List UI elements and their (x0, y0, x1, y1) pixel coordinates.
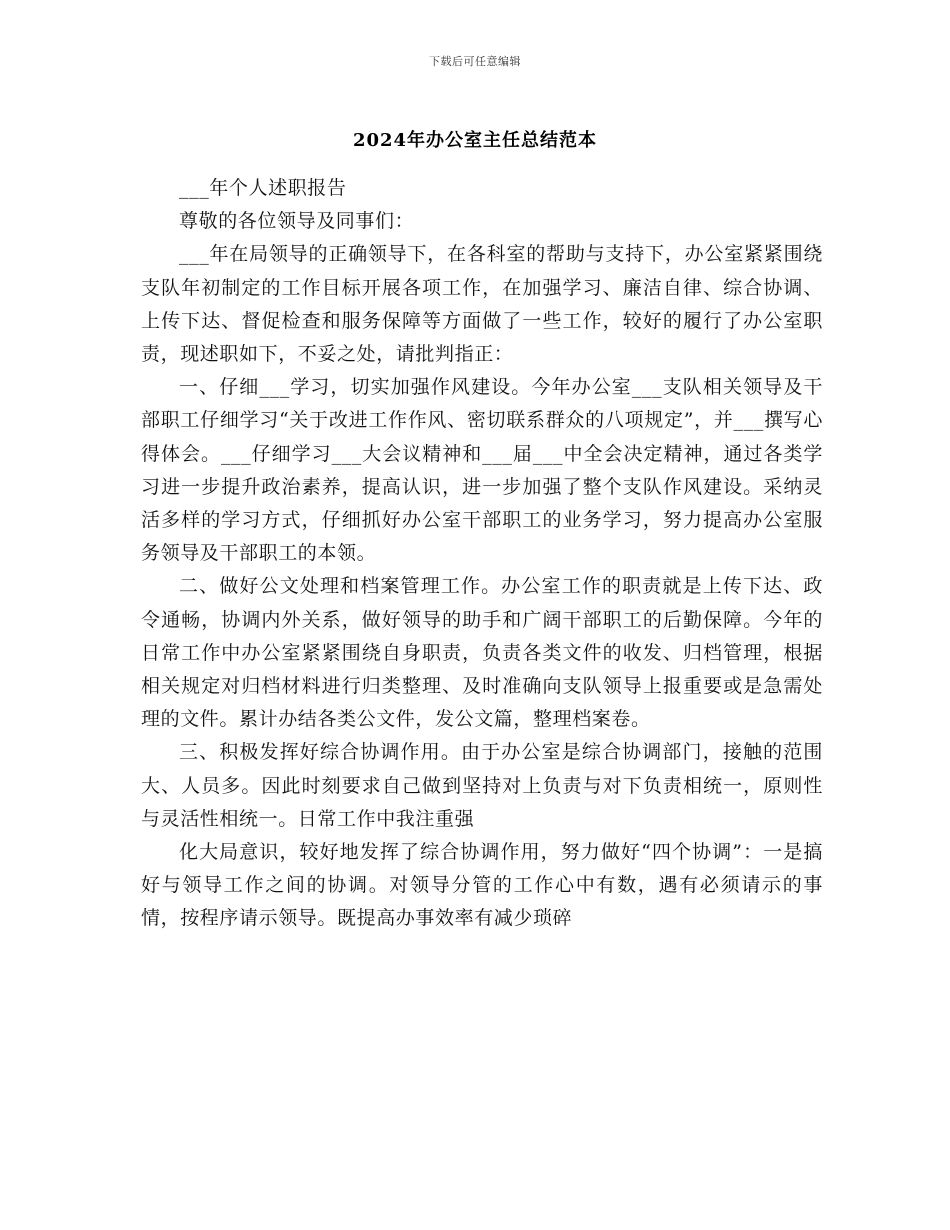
paragraph-section-one: 一、仔细___学习，切实加强作风建设。今年办公室___支队相关领导及干部职工仔细学习“关于改进工作作风、密切联系群众的八项规定”，并___撰写心得体会。___仔细学习___大会议精神和___届___中全会决定精神，通过各类学习进一步提升政治素养，提高认识，进一步加强了整个支队作风建设。采纳灵活多样的学习方式，仔细抓好办公室干部职工的业务学习，努力提高办公室服务领导及干部职工的本领。 (141, 376, 823, 565)
paragraph-report-heading: ___年个人述职报告 (179, 177, 347, 199)
document-body (141, 172, 823, 936)
paragraph-section-two: 二、做好公文处理和档案管理工作。办公室工作的职责就是上传下达、政令通畅，协调内外关系，做好领导的助手和广阔干部职工的后勤保障。今年的日常工作中办公室紧紧围绕自身职责，负责各类文件的收发、归档管理，根据相关规定对归档材料进行归类整理、及时准确向支队领导上报重要或是急需处理的文件。累计办结各类公文件，发公文篇，整理档案卷。 (141, 575, 823, 731)
header-note: 下载后可任意编辑 (429, 55, 521, 68)
paragraph-section-three: 三、积极发挥好综合协调作用。由于办公室是综合协调部门，接触的范围大、人员多。因此时刻要求自己做到坚持对上负责与对下负责相统一，原则性与灵活性相统一。日常工作中我注重强 (141, 741, 823, 830)
paragraph-intro: ___年在局领导的正确领导下，在各科室的帮助与支持下，办公室紧紧围绕支队年初制定的工作目标开展各项工作，在加强学习、廉洁自律、综合协调、上传下达、督促检查和服务保障等方面做了一些工作，较好的履行了办公室职责，现述职如下，不妥之处，请批判指正： (141, 243, 823, 366)
paragraph-salutation: 尊敬的各位领导及同事们： (179, 210, 415, 233)
document-title: 2024年办公室主任总结范本 (352, 130, 598, 151)
paragraph-section-three-continued: 化大局意识，较好地发挥了综合协调作用，努力做好“四个协调”：一是搞好与领导工作之间的协调。对领导分管的工作心中有数，遇有必须请示的事情，按程序请示领导。既提高办事效率有减少琐碎 (141, 841, 823, 930)
